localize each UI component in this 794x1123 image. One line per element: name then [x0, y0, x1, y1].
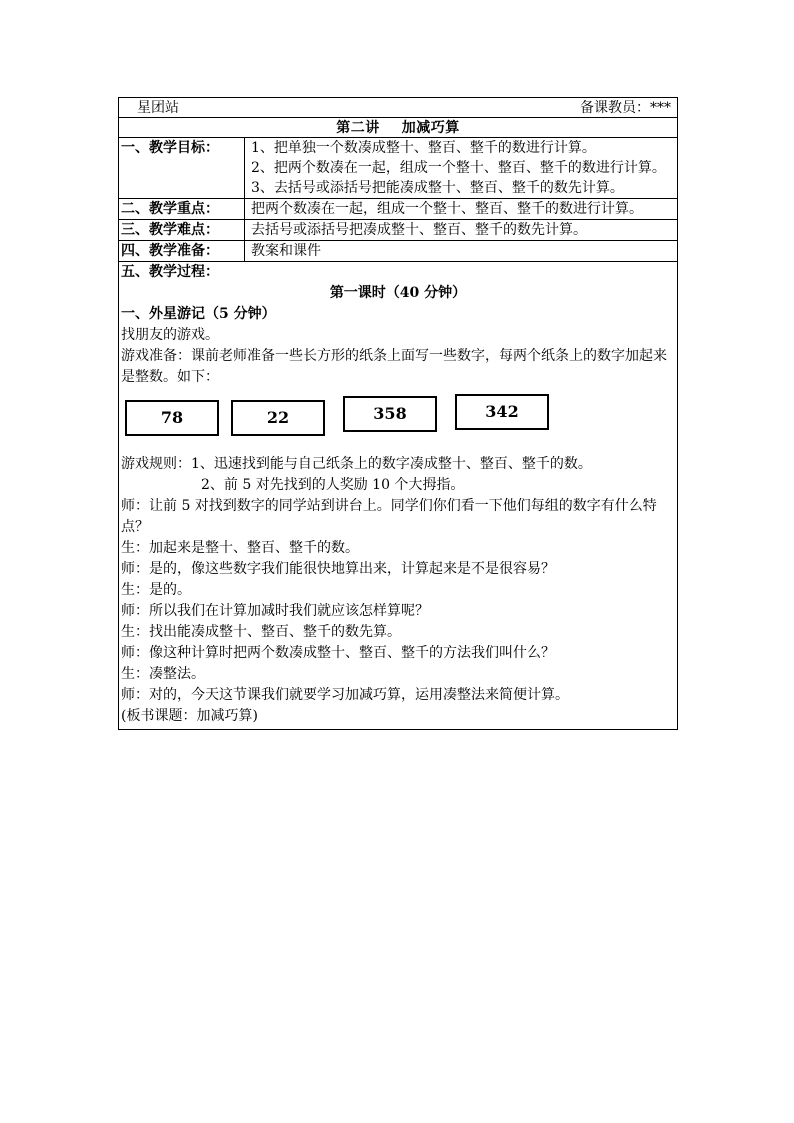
number-cards [121, 392, 675, 448]
number-card: 78 [125, 400, 219, 436]
difficulty-label: 三、教学难点： [119, 220, 245, 240]
dialogue-line: 师：所以我们在计算加减时我们就应该怎样算呢？ [121, 603, 429, 619]
dialogue-line: 师：像这种计算时把两个数凑成整十、整百、整千的方法我们叫什么？ [121, 645, 555, 661]
key-points-label: 二、教学重点： [119, 199, 245, 219]
goal-line: 3、去括号或添括号把能凑成整十、整百、整千的数先计算。 [251, 180, 624, 196]
preparation-row [119, 241, 677, 262]
dialogue-line: 生：凑整法。 [121, 666, 205, 682]
dialogue-line: 生：加起来是整十、整百、整千的数。 [121, 540, 359, 556]
lecture-number: 第二讲 [336, 120, 380, 136]
paragraph: 找朋友的游戏。 [121, 327, 219, 343]
process-section [119, 262, 677, 729]
difficulty-row [119, 220, 677, 241]
goal-line: 1、把单独一个数凑成整十、整百、整千的数进行计算。 [251, 140, 596, 156]
session-title: 第一课时（40 分钟） [329, 285, 467, 301]
lecture-topic: 加减巧算 [401, 120, 460, 136]
key-points-row [119, 199, 677, 220]
dialogue-line: 师：是的，像这些数字我们能很快地算出来，计算起来是不是很容易？ [121, 561, 555, 577]
key-points-body [245, 199, 677, 219]
number-card: 342 [455, 394, 549, 430]
school-name: 星团站 [137, 100, 179, 116]
teacher-label: 备课教员：*** [580, 100, 671, 116]
dialogue-line: 师：对的，今天这节课我们就要学习加减巧算，运用凑整法来简便计算。 [121, 687, 569, 703]
paragraph: 游戏准备：课前老师准备一些长方形的纸条上面写一些数字，每两个纸条上的数字加起来是整数。如下： [121, 348, 667, 385]
title-row [119, 118, 677, 138]
game-rule: 2、前 5 对先找到的人奖励 10 个大拇指。 [201, 477, 465, 493]
goals-body [245, 138, 677, 198]
number-card: 22 [231, 400, 325, 436]
number-card: 358 [343, 396, 437, 432]
preparation-label: 四、教学准备： [119, 241, 245, 261]
goals-row [119, 138, 677, 199]
header-row [119, 98, 677, 118]
process-heading: 五、教学过程： [121, 264, 219, 280]
game-rule: 游戏规则：1、迅速找到能与自己纸条上的数字凑成整十、整百、整千的数。 [121, 456, 592, 472]
preparation-line: 教案和课件 [251, 243, 321, 259]
dialogue-line: 生：找出能凑成整十、整百、整千的数先算。 [121, 624, 401, 640]
goals-label: 一、教学目标： [119, 138, 245, 198]
goal-line: 2、把两个数凑在一起，组成一个整十、整百、整千的数进行计算。 [251, 160, 666, 176]
dialogue-line: 生：是的。 [121, 582, 191, 598]
difficulty-body [245, 220, 677, 240]
difficulty-line: 去括号或添括号把凑成整十、整百、整千的数先计算。 [251, 222, 587, 238]
preparation-body [245, 241, 677, 261]
dialogue-line: (板书课题：加减巧算) [121, 708, 258, 724]
section-heading: 一、外星游记（5 分钟） [121, 306, 276, 322]
dialogue-line: 师：让前 5 对找到数字的同学站到讲台上。同学们你们看一下他们每组的数字有什么特点？ [121, 498, 657, 535]
lesson-plan-table [118, 97, 678, 730]
key-point-line: 把两个数凑在一起，组成一个整十、整百、整千的数进行计算。 [251, 201, 643, 217]
